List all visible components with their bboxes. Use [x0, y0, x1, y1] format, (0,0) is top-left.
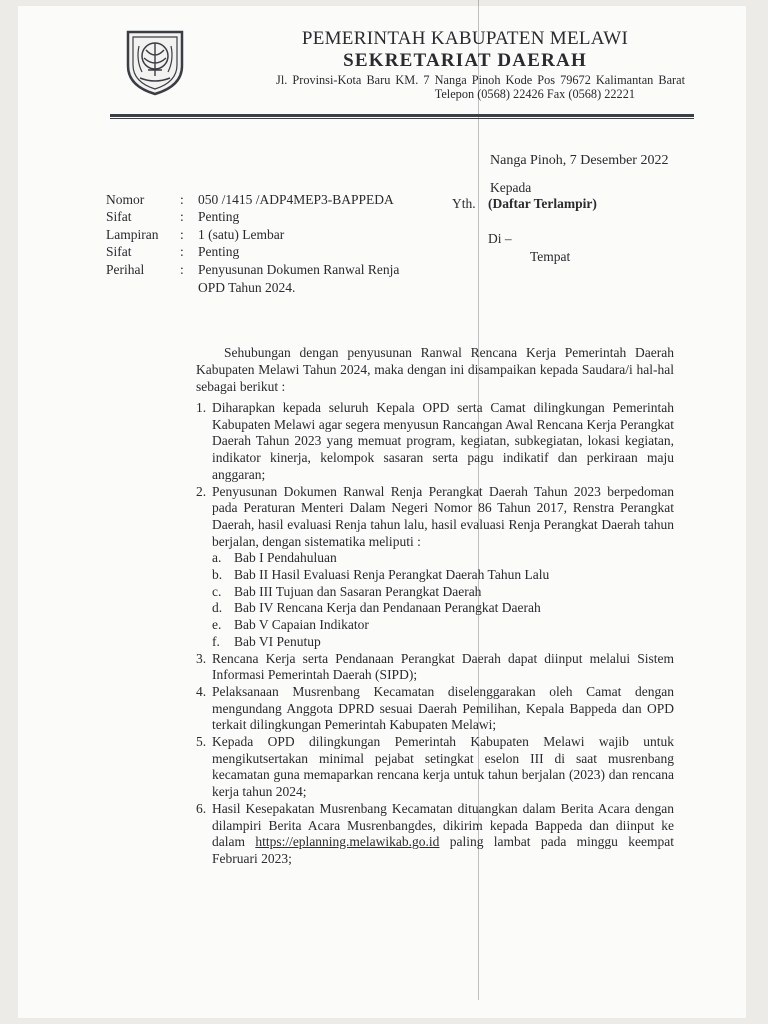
item-text-cont: paling lambat pada minggu keempat Februari 2023;: [212, 834, 674, 866]
list-item: [196, 734, 674, 801]
header-rule-thin: [110, 118, 694, 119]
tempat-label: Tempat: [530, 249, 571, 264]
chapter-text: Bab VI Penutup: [234, 633, 321, 649]
meta-label: Perihal: [106, 262, 145, 277]
meta-colon: :: [180, 209, 184, 224]
item-text: Rencana Kerja serta Pendanaan Perangkat Daerah dapat diinput melalui Sistem Informasi Pemerintah Daerah (SIPD);: [212, 650, 674, 683]
item-text: Diharapkan kepada seluruh Kepala OPD serta Camat dilingkungan Pemerintah Kabupaten Melawi agar segera menyusun Rancangan Awal Rencana Kerja Perangkat Daerah Tahun 2023 yang memuat program, kegiatan, subkegiatan, lokasi kegiatan, indikator kinerja, kelompok sasaran serta pagu indikatif dan perkiraan maju anggaran;: [212, 400, 674, 482]
meta-colon: :: [180, 244, 184, 259]
address-line: Jl. Provinsi-Kota Baru KM. 7 Nanga Pinoh Kode Pos 79672 Kalimantan Barat: [276, 73, 685, 87]
phone-line: Telepon (0568) 22426 Fax (0568) 22221: [434, 87, 635, 101]
chapter-letter: a.: [212, 550, 222, 566]
letter-number: 050 /1415 /ADP4MEP3-BAPPEDA: [198, 192, 394, 207]
government-title: PEMERINTAH KABUPATEN MELAWI: [301, 28, 629, 49]
list-item: [196, 484, 674, 651]
meta-colon: :: [180, 192, 184, 207]
chapter-letter: d.: [212, 600, 223, 616]
chapter-letter: f.: [212, 633, 220, 649]
meta-label: Sifat: [106, 209, 132, 224]
chapter-item: [212, 567, 674, 584]
chapter-item: [212, 584, 674, 601]
meta-colon: :: [180, 262, 184, 277]
header-rule-thick: [110, 114, 694, 117]
chapter-letter: b.: [212, 567, 223, 583]
chapter-letter: e.: [212, 617, 222, 633]
letter-attachment: 1 (satu) Lembar: [198, 227, 285, 242]
chapter-list: [212, 550, 674, 650]
intro-paragraph: Sehubungan dengan penyusunan Ranwal Rencana Kerja Pemerintah Daerah Kabupaten Melawi Tahun 2024, maka dengan ini disampaikan kepada Saudara/i hal-hal sebagai berikut :: [196, 345, 674, 394]
meta-label: Sifat: [106, 244, 132, 259]
letter-subject: Penyusunan Dokumen Ranwal Renja: [198, 262, 400, 277]
list-item: [196, 651, 674, 684]
letter-subject-cont: OPD Tahun 2024.: [198, 280, 296, 295]
chapter-text: Bab V Capaian Indikator: [234, 617, 369, 633]
chapter-text: Bab I Pendahuluan: [234, 550, 337, 566]
item-number: 4.: [196, 683, 207, 699]
list-item: [196, 400, 674, 484]
item-number: 1.: [196, 400, 207, 415]
chapter-item: [212, 550, 674, 567]
chapter-text: Bab IV Rencana Kerja dan Pendanaan Perangkat Daerah: [234, 600, 541, 616]
regency-emblem-logo: [124, 26, 186, 96]
recipient-name: (Daftar Terlampir): [488, 196, 597, 211]
item-text: Hasil Kesepakatan Musrenbang Kecamatan dituangkan dalam Berita Acara dengan dilampiri Berita Acara Musrenbangdes, dikirim kepada Bappeda dan diinput ke dalam: [212, 800, 674, 850]
chapter-text: Bab II Hasil Evaluasi Renja Perangkat Daerah Tahun Lalu: [234, 567, 550, 583]
chapter-letter: c.: [212, 583, 222, 599]
chapter-text: Bab III Tujuan dan Sasaran Perangkat Daerah: [234, 583, 482, 599]
item-text: Kepada OPD dilingkungan Pemerintah Kabupaten Melawi wajib untuk mengikutsertakan minimal pejabat setingkat eselon III di saat musrenbang kecamatan guna memaparkan rencana kerja untuk tahun berjalan (2023) dan rencana kerja tahun 2024;: [212, 734, 674, 800]
item-number: 2.: [196, 483, 207, 499]
chapter-item: [212, 634, 674, 651]
item-number: 3.: [196, 650, 207, 666]
list-item: [196, 684, 674, 734]
meta-label: Lampiran: [106, 227, 159, 242]
letter-nature: Penting: [198, 209, 240, 224]
letter-nature-2: Penting: [198, 244, 240, 259]
meta-label: Nomor: [106, 192, 145, 207]
meta-colon: :: [180, 227, 184, 242]
date-line: Nanga Pinoh, 7 Desember 2022: [490, 153, 669, 168]
office-title: SEKRETARIAT DAERAH: [343, 50, 587, 71]
eplanning-link[interactable]: https://eplanning.melawikab.go.id: [255, 834, 440, 850]
item-number: 6.: [196, 800, 207, 816]
kepada-label: Kepada: [490, 180, 532, 195]
item-number: 5.: [196, 734, 207, 750]
di-label: Di –: [488, 231, 512, 246]
instruction-list: [196, 400, 674, 868]
chapter-item: [212, 617, 674, 634]
chapter-item: [212, 600, 674, 617]
yth-label: Yth.: [452, 196, 476, 211]
item-text: Penyusunan Dokumen Ranwal Renja Perangkat Daerah Tahun 2023 berpedoman pada Peraturan Menteri Dalam Negeri Nomor 86 Tahun 2017, Renstra Perangkat Daerah, hasil evaluasi Renja tahun lalu, hasil evaluasi Renja Perangkat Daerah tahun berjalan, dengan sistematika meliputi :: [212, 483, 674, 549]
item-text: Pelaksanaan Musrenbang Kecamatan diselenggarakan oleh Camat dengan mengundang Anggota DPRD sesuai Daerah Pemilihan, Kepala Bappeda dan OPD terkait dilingkungan Pemerintah Kabupaten Melawi;: [212, 683, 674, 733]
list-item: [196, 801, 674, 868]
